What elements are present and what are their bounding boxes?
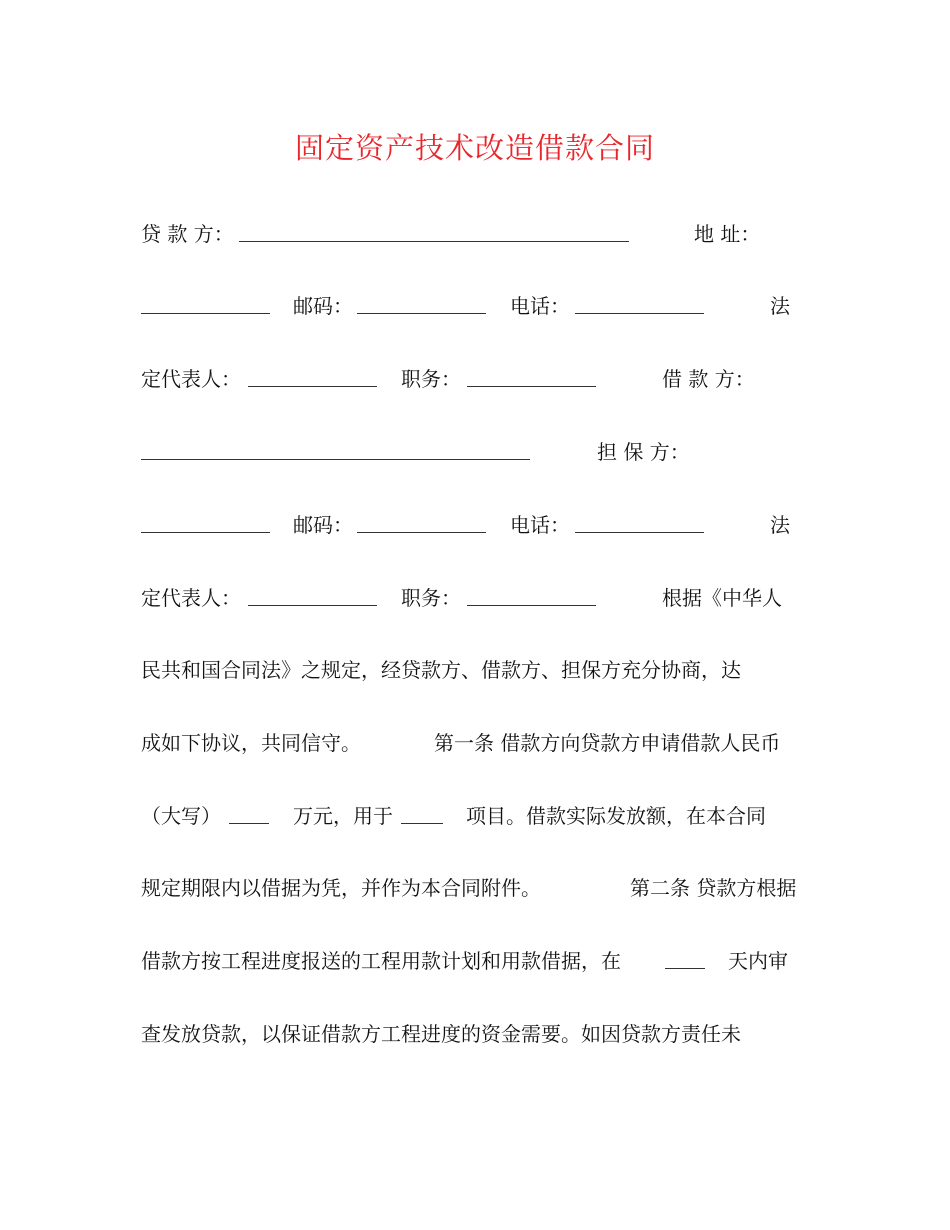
address-blank: [141, 313, 270, 314]
phone-blank: [575, 313, 704, 314]
postcode-label: 邮码：: [293, 294, 353, 318]
project-blank: [401, 823, 443, 824]
article-2-text: 第二条 贷款方根据: [630, 876, 797, 900]
body-text: 成如下协议，共同信守。: [141, 731, 361, 755]
document-title: 固定资产技术改造借款合同: [294, 131, 655, 165]
body-text: 借款方按工程进度报送的工程用款计划和用款借据，在: [141, 949, 621, 973]
position-blank: [467, 605, 596, 606]
contract-line: [141, 505, 821, 545]
body-text: （大写）: [141, 804, 221, 828]
article-1-text: 第一条 借款方向贷款方申请借款人民币: [434, 731, 781, 755]
body-text: 项目。借款实际发放额，在本合同: [466, 804, 766, 828]
borrower-blank: [141, 459, 530, 460]
body-text: 查发放贷款，以保证借款方工程进度的资金需要。如因贷款方责任未: [141, 1022, 741, 1046]
contract-line: [141, 359, 821, 399]
contract-line: [141, 1014, 821, 1054]
body-text: 规定期限内以借据为凭，并作为本合同附件。: [141, 876, 541, 900]
borrower-label: 借 款 方：: [662, 367, 755, 391]
contract-line: [141, 723, 821, 763]
phone-blank: [575, 532, 704, 533]
lender-blank: [239, 241, 629, 242]
contract-line: [141, 432, 821, 472]
postcode-label: 邮码：: [293, 513, 353, 537]
phone-label: 电话：: [510, 513, 570, 537]
body-text: 民共和国合同法》之规定，经贷款方、借款方、担保方充分协商，达: [141, 658, 741, 682]
contract-line: [141, 286, 821, 326]
contract-line: [141, 214, 821, 254]
contract-line: [141, 796, 821, 836]
contract-line: [141, 578, 821, 618]
contract-line: [141, 650, 821, 690]
legal-rep-label: 定代表人：: [141, 586, 241, 610]
body-text: 万元，用于: [293, 804, 393, 828]
address-label: 地 址：: [694, 222, 761, 246]
legal-rep-blank: [248, 386, 377, 387]
guarantor-label: 担 保 方：: [597, 440, 690, 464]
days-blank: [665, 968, 705, 969]
guarantor-blank: [141, 532, 270, 533]
postcode-blank: [357, 532, 486, 533]
phone-label: 电话：: [510, 294, 570, 318]
postcode-blank: [357, 313, 486, 314]
body-text: 根据《中华人: [662, 586, 782, 610]
legal-rep-prefix: 法: [770, 513, 790, 537]
legal-rep-label: 定代表人：: [141, 367, 241, 391]
amount-blank: [229, 823, 269, 824]
position-label: 职务：: [401, 367, 461, 391]
legal-rep-blank: [248, 605, 377, 606]
lender-label: 贷 款 方：: [141, 222, 234, 246]
contract-line: [141, 868, 821, 908]
position-blank: [467, 386, 596, 387]
legal-rep-prefix: 法: [770, 294, 790, 318]
position-label: 职务：: [401, 586, 461, 610]
contract-line: [141, 941, 821, 981]
body-text: 天内审: [728, 949, 788, 973]
